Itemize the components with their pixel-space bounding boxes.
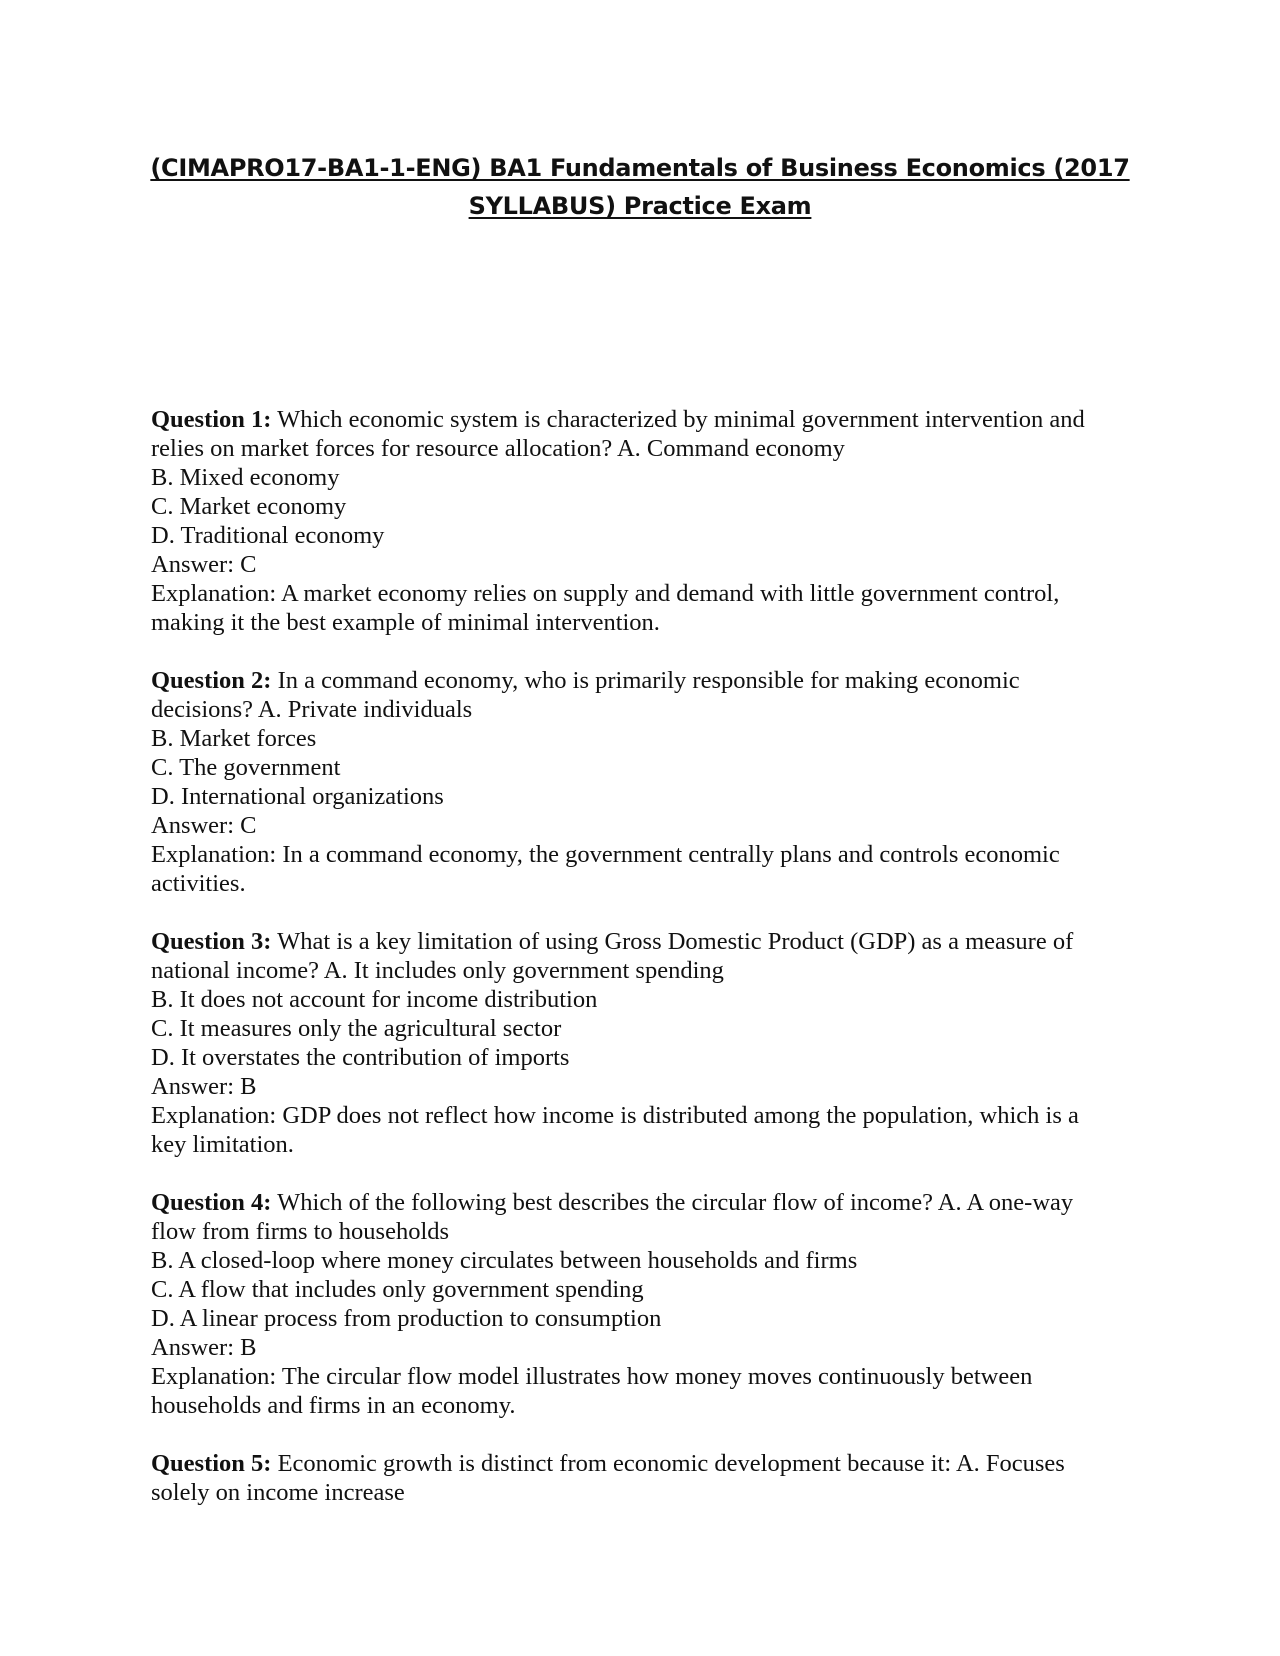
question-stem	[151, 666, 1131, 695]
option-b: B. A closed-loop where money circulates between households and firms	[151, 1247, 858, 1274]
document-title-line-1: (CIMAPRO17-BA1-1-ENG) BA1 Fundamentals of Business Economics (2017	[150, 154, 1130, 182]
option-c: C. Market economy	[151, 493, 347, 520]
question-stem	[151, 1188, 1131, 1217]
question-label: Question 2:	[151, 667, 272, 694]
question-1	[151, 405, 1131, 637]
question-stem-line-2: relies on market forces for resource allocation? A. Command economy	[151, 435, 845, 462]
question-stem-line-2: solely on income increase	[151, 1479, 405, 1506]
question-list	[151, 405, 1131, 1536]
explanation-line-2: making it the best example of minimal intervention.	[151, 609, 660, 636]
document-title-line-2: SYLLABUS) Practice Exam	[468, 192, 812, 220]
question-2	[151, 666, 1131, 898]
question-stem-line-1: Which of the following best describes the circular flow of income? A. A one-way	[271, 1189, 1074, 1216]
explanation-line-2: activities.	[151, 870, 246, 897]
option-d: D. Traditional economy	[151, 522, 385, 549]
option-c: C. It measures only the agricultural sector	[151, 1015, 562, 1042]
answer: Answer: B	[151, 1073, 257, 1100]
explanation-line-1: Explanation: The circular flow model illustrates how money moves continuously between	[151, 1363, 1033, 1390]
question-label: Question 3:	[151, 928, 272, 955]
option-c: C. The government	[151, 754, 341, 781]
document-title	[150, 149, 1130, 225]
option-b: B. It does not account for income distribution	[151, 986, 598, 1013]
explanation-line-1: Explanation: In a command economy, the government centrally plans and controls economic	[151, 841, 1060, 868]
question-stem	[151, 1449, 1131, 1478]
question-label: Question 1:	[151, 406, 272, 433]
question-stem-line-1: Economic growth is distinct from economic development because it: A. Focuses	[271, 1450, 1065, 1477]
question-label: Question 5:	[151, 1450, 272, 1477]
option-b: B. Mixed economy	[151, 464, 340, 491]
option-d: D. A linear process from production to consumption	[151, 1305, 662, 1332]
question-stem-line-1: What is a key limitation of using Gross Domestic Product (GDP) as a measure of	[271, 928, 1074, 955]
option-d: D. International organizations	[151, 783, 444, 810]
question-stem	[151, 405, 1131, 434]
explanation-line-2: households and firms in an economy.	[151, 1392, 516, 1419]
question-stem-line-2: national income? A. It includes only government spending	[151, 957, 724, 984]
answer: Answer: C	[151, 812, 257, 839]
explanation-line-1: Explanation: GDP does not reflect how income is distributed among the population, which is a	[151, 1102, 1079, 1129]
question-4	[151, 1188, 1131, 1420]
question-3	[151, 927, 1131, 1159]
question-stem-line-1: In a command economy, who is primarily responsible for making economic	[271, 667, 1020, 694]
question-stem-line-2: decisions? A. Private individuals	[151, 696, 473, 723]
question-5	[151, 1449, 1131, 1507]
question-stem	[151, 927, 1131, 956]
option-d: D. It overstates the contribution of imports	[151, 1044, 570, 1071]
answer: Answer: B	[151, 1334, 257, 1361]
question-label: Question 4:	[151, 1189, 272, 1216]
explanation-line-1: Explanation: A market economy relies on supply and demand with little government control,	[151, 580, 1060, 607]
explanation-line-2: key limitation.	[151, 1131, 294, 1158]
question-stem-line-1: Which economic system is characterized by minimal government intervention and	[271, 406, 1085, 433]
option-b: B. Market forces	[151, 725, 317, 752]
answer: Answer: C	[151, 551, 257, 578]
question-stem-line-2: flow from firms to households	[151, 1218, 450, 1245]
option-c: C. A flow that includes only government spending	[151, 1276, 644, 1303]
